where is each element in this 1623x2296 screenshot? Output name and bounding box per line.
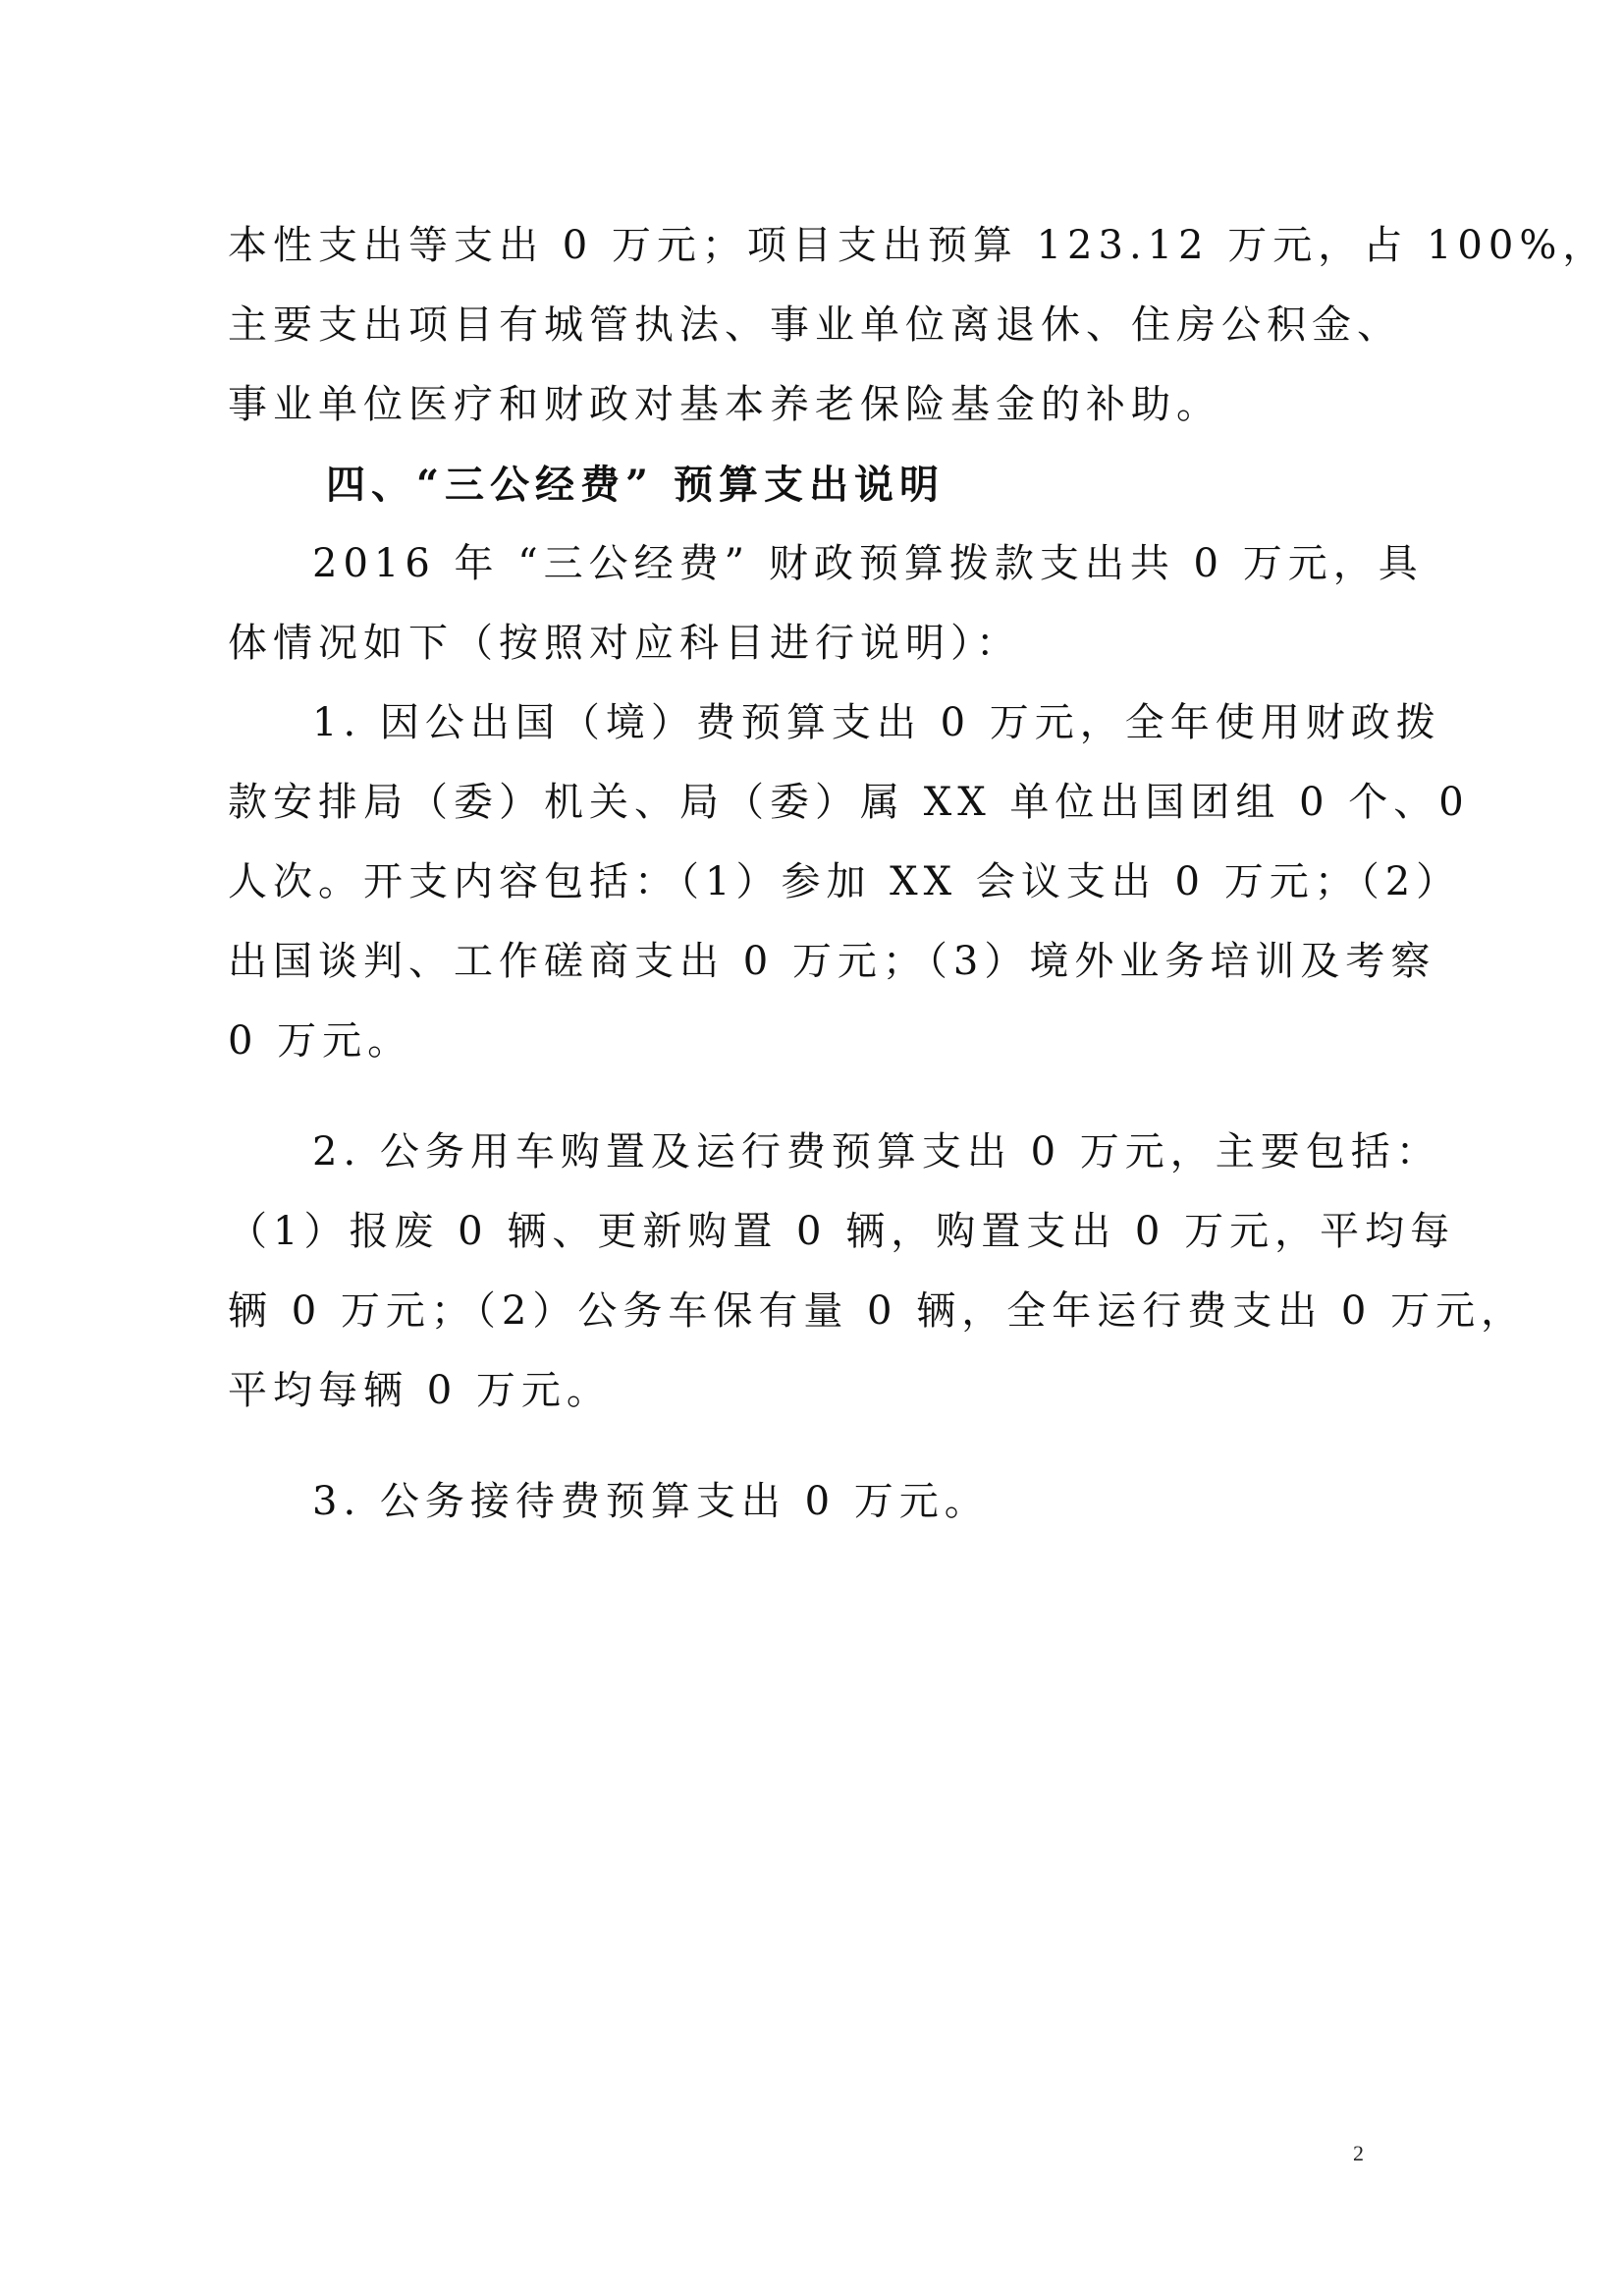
paragraph-line: 事业单位医疗和财政对基本养老保险基金的补助。 bbox=[228, 382, 1221, 427]
document-body bbox=[228, 206, 1608, 1542]
list-item-line: 人次。开支内容包括：（1）参加 XX 会议支出 0 万元；（2） bbox=[228, 859, 1462, 904]
page-number: 2 bbox=[1353, 2141, 1364, 2165]
section-heading: 四、“三公经费” 预算支出说明 bbox=[326, 462, 945, 508]
list-item-line: （1）报废 0 辆、更新购置 0 辆，购置支出 0 万元，平均每 bbox=[228, 1209, 1456, 1254]
list-item-line: 1. 因公出国（境）费预算支出 0 万元，全年使用财政拨 bbox=[312, 700, 1441, 745]
list-item-line: 2. 公务用车购置及运行费预算支出 0 万元，主要包括： bbox=[312, 1129, 1441, 1175]
paragraph-line: 主要支出项目有城管执法、事业单位离退休、住房公积金、 bbox=[228, 302, 1402, 348]
list-item-line: 出国谈判、工作磋商支出 0 万元；（3）境外业务培训及考察 bbox=[228, 939, 1436, 984]
paragraph-line: 本性支出等支出 0 万元；项目支出预算 123.12 万元，占 100%， bbox=[228, 223, 1608, 268]
list-item-line: 平均每辆 0 万元。 bbox=[228, 1368, 612, 1413]
paragraph-gap bbox=[228, 1081, 1375, 1113]
list-item-line: 款安排局（委）机关、局（委）属 XX 单位出国团组 0 个、0 bbox=[228, 780, 1470, 825]
paragraph-line: 体情况如下（按照对应科目进行说明）： bbox=[228, 621, 1021, 666]
list-item-line: 0 万元。 bbox=[228, 1018, 413, 1064]
list-item-line: 3. 公务接待费预算支出 0 万元。 bbox=[312, 1479, 990, 1524]
list-item-line: 辆 0 万元；（2）公务车保有量 0 辆，全年运行费支出 0 万元， bbox=[228, 1288, 1527, 1334]
paragraph-gap bbox=[228, 1431, 1375, 1462]
paragraph-line: 2016 年 “三公经费” 财政预算拨款支出共 0 万元，具 bbox=[312, 541, 1424, 586]
